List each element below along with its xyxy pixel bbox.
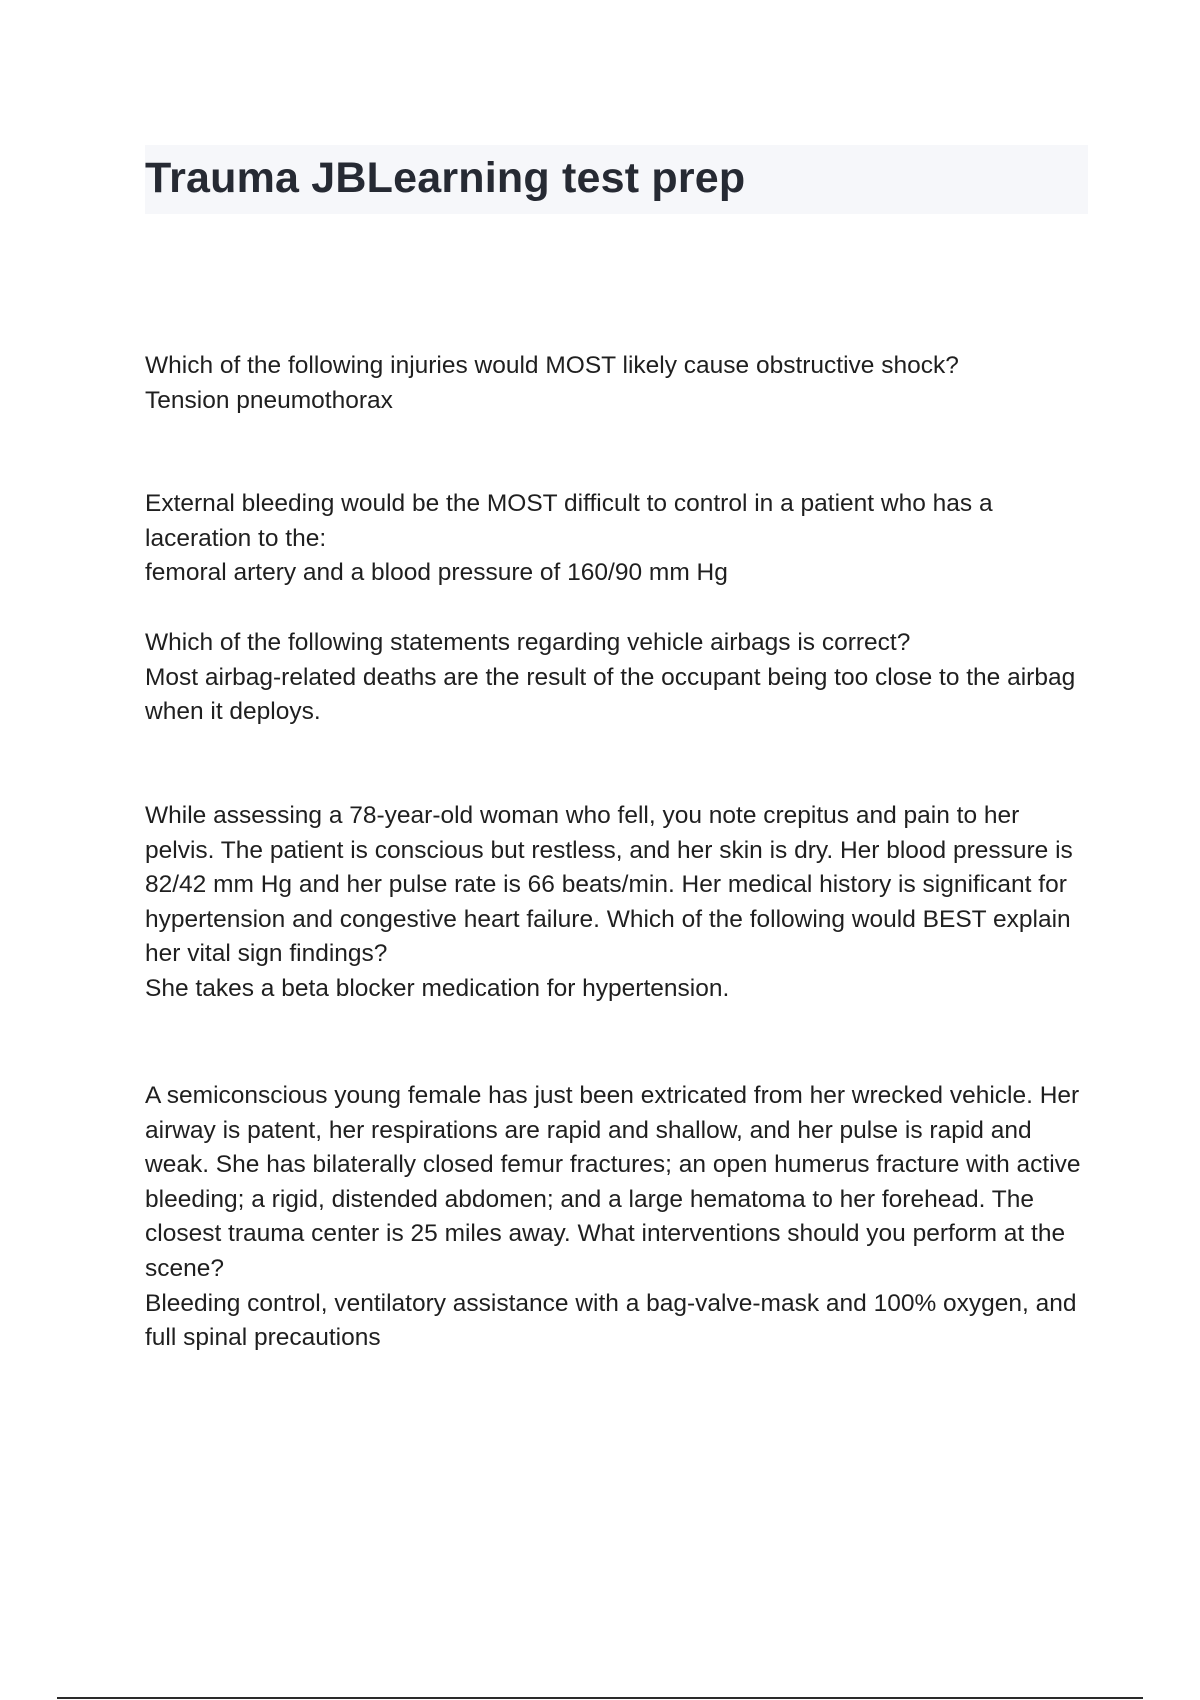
answer-text: Tension pneumothorax bbox=[145, 386, 393, 414]
answer-text: Bleeding control, ventilatory assistance with a bag-valve-mask and 100% oxygen, and full spinal precautions bbox=[145, 1289, 1077, 1352]
answer-text: She takes a beta blocker medication for hypertension. bbox=[145, 974, 730, 1002]
qa-item-3 bbox=[145, 626, 1090, 730]
qa-item-1 bbox=[145, 349, 1090, 418]
title-band bbox=[145, 145, 1088, 214]
page-title: Trauma JBLearning test prep bbox=[145, 154, 746, 202]
question-text: Which of the following statements regarding vehicle airbags is correct? bbox=[145, 629, 911, 656]
question-text: A semiconscious young female has just been extricated from her wrecked vehicle. Her airway is patent, her respirations are rapid and shallow, and her pulse is rapid and weak. She has bilaterally closed femur fractures; an open humerus fracture with active bleeding; a rigid, distended abdomen; and a large hematoma to her forehead. The closest trauma center is 25 miles away. What interventions should you perform at the scene? bbox=[145, 1082, 1081, 1282]
question-text: While assessing a 78-year-old woman who fell, you note crepitus and pain to her pelvis. The patient is conscious but restless, and her skin is dry. Her blood pressure is 82/42 mm Hg and her pulse rate is 66 beats/min. Her medical history is significant for hypertension and congestive heart failure. Which of the following would BEST explain her vital sign findings? bbox=[145, 802, 1073, 968]
question-text: External bleeding would be the MOST difficult to control in a patient who has a laceration to the: bbox=[145, 490, 993, 552]
footer-divider bbox=[57, 1697, 1143, 1699]
qa-item-2 bbox=[145, 487, 1090, 591]
qa-item-4 bbox=[145, 799, 1090, 1007]
question-text: Which of the following injuries would MOST likely cause obstructive shock? bbox=[145, 352, 959, 379]
answer-text: femoral artery and a blood pressure of 160/90 mm Hg bbox=[145, 559, 728, 587]
answer-text: Most airbag-related deaths are the result of the occupant being too close to the airbag when it deploys. bbox=[145, 663, 1076, 726]
qa-item-5 bbox=[145, 1079, 1090, 1356]
